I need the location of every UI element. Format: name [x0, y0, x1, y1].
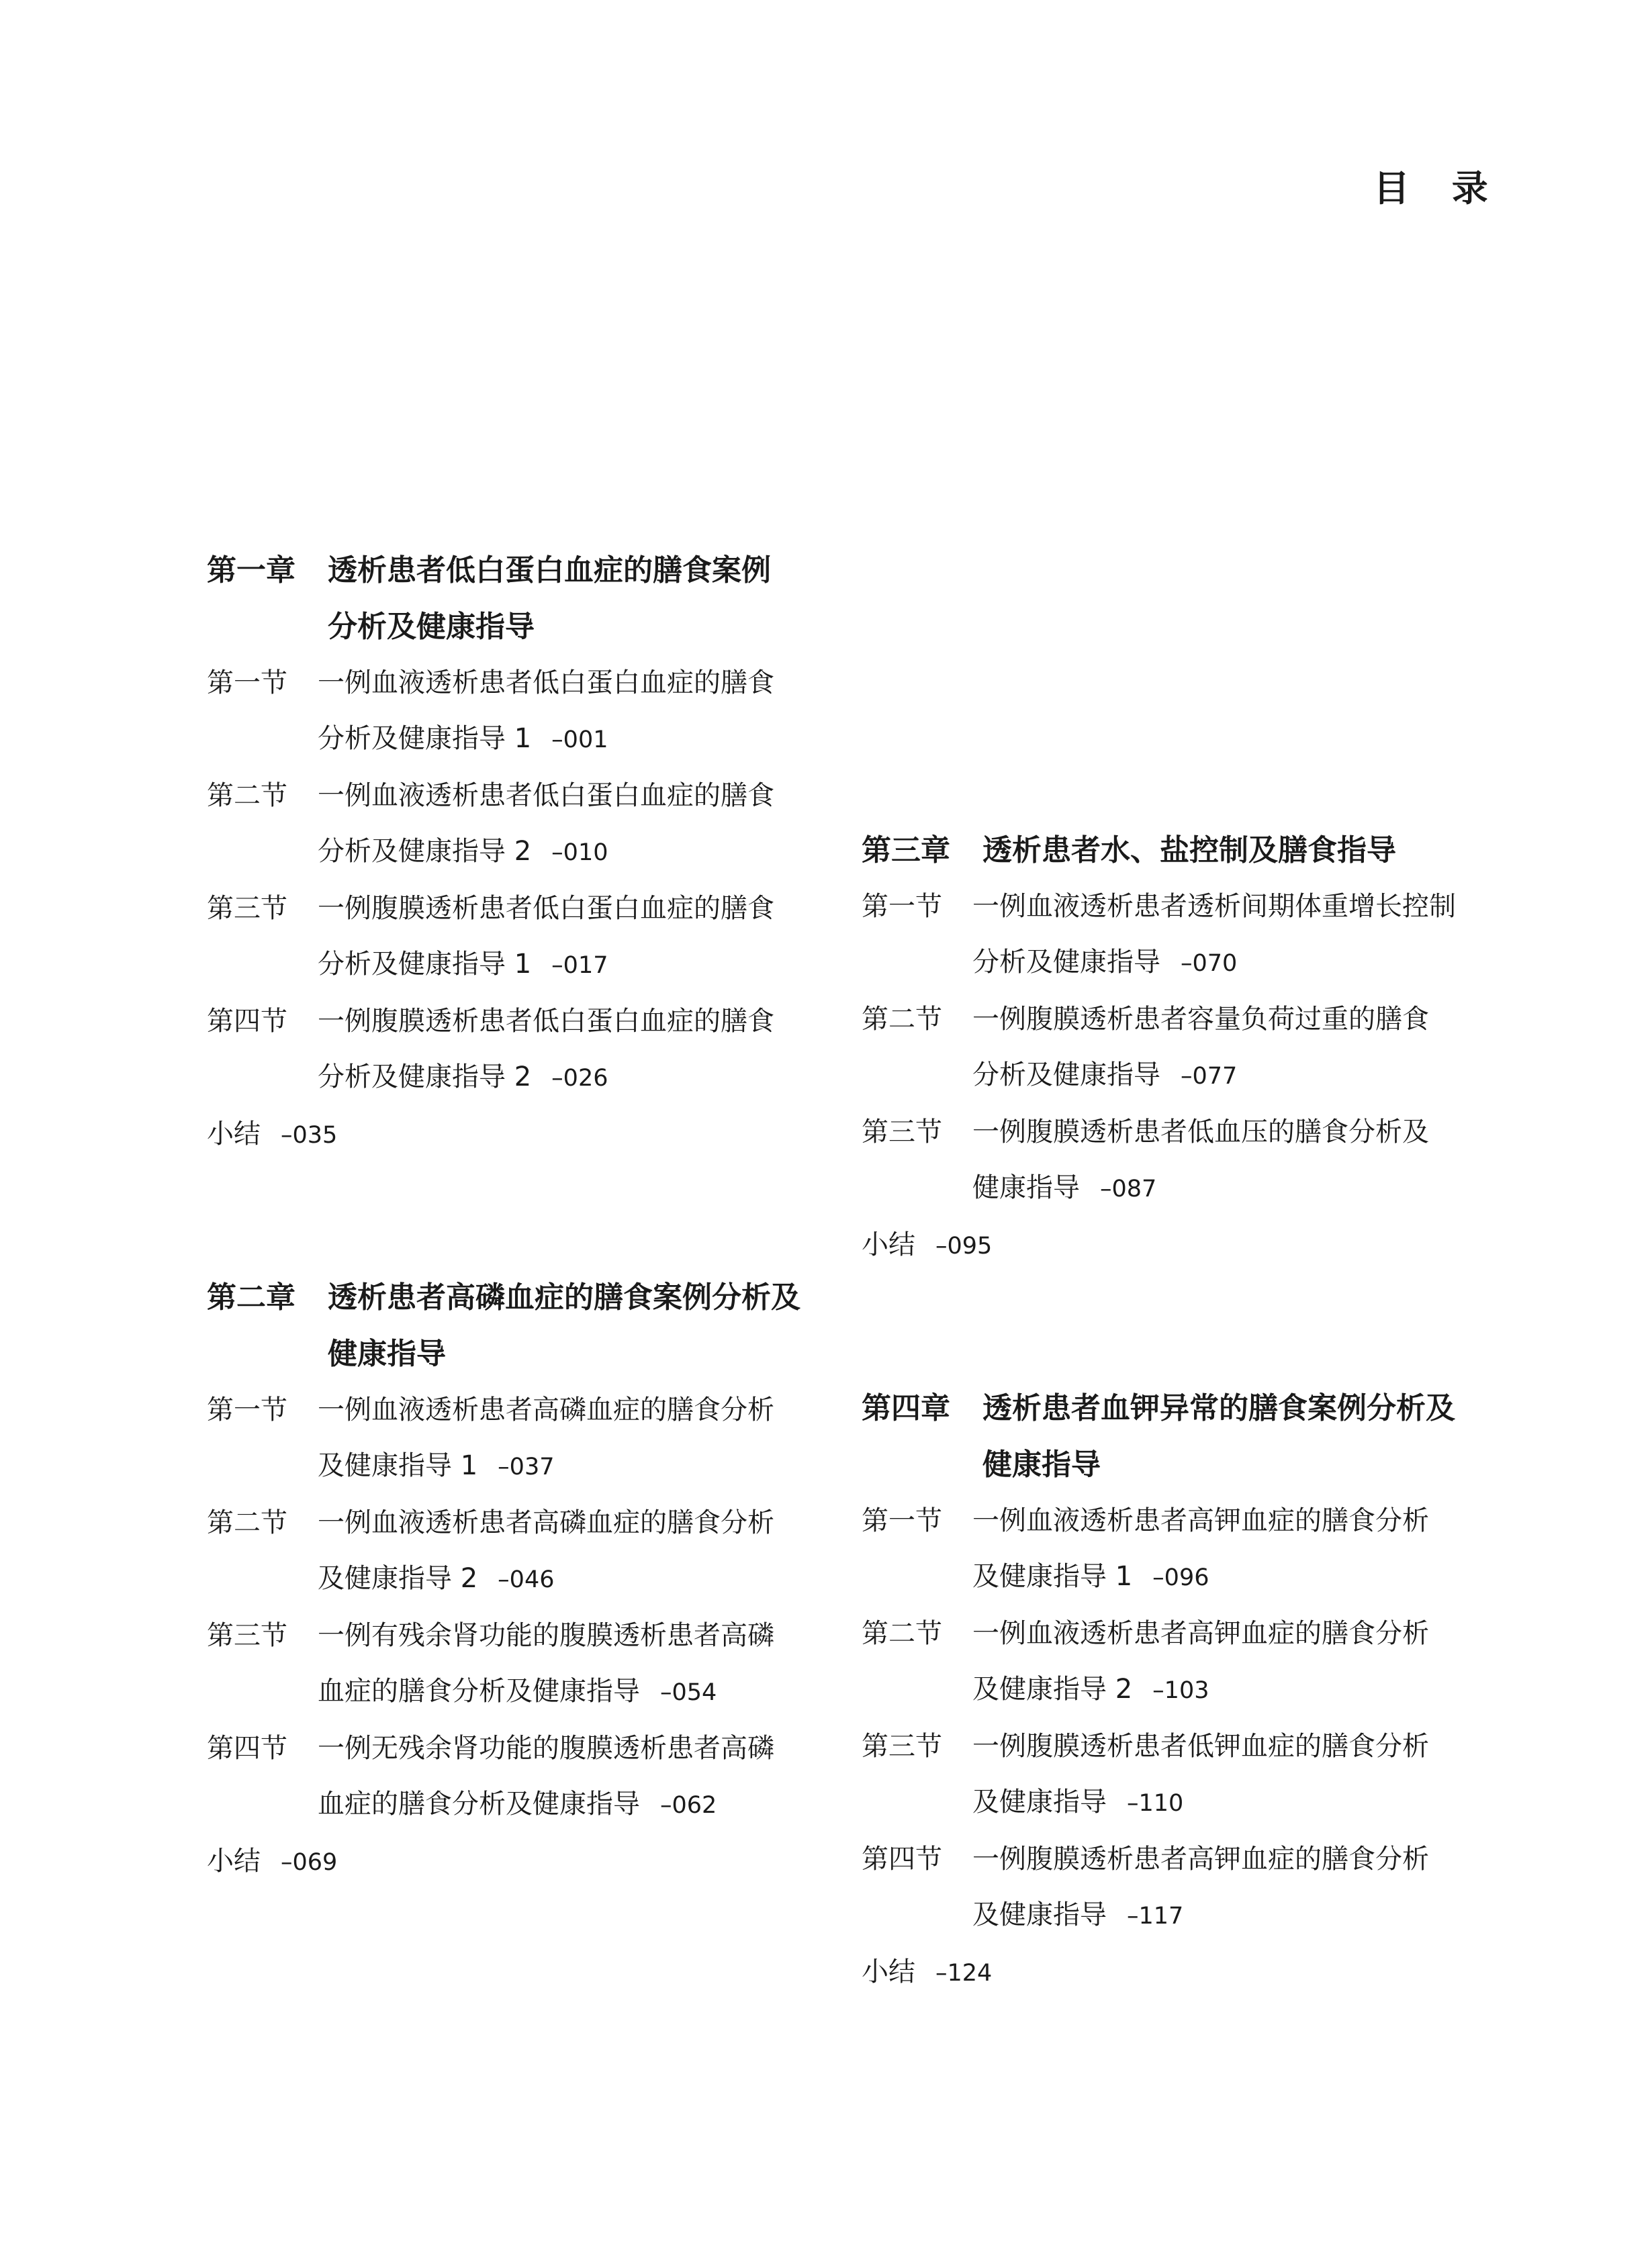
chapter-title: 透析患者水、盐控制及膳食指导	[982, 833, 1396, 867]
page-number: –046	[498, 1566, 555, 1593]
page-number: –087	[1100, 1176, 1157, 1202]
page-number: –069	[281, 1849, 338, 1876]
toc-entry[interactable]	[862, 1493, 1520, 1606]
toc-left-column	[207, 542, 865, 1891]
section-title: 一例有残余肾功能的腹膜透析患者高磷 血症的膳食分析及健康指导	[318, 1620, 774, 1707]
section-label: 第一节	[207, 1395, 287, 1425]
chapter-label: 第二章	[207, 1280, 295, 1315]
toc-entry[interactable]	[207, 768, 865, 881]
section-label: 第四节	[207, 1733, 287, 1764]
page-number: –096	[1152, 1564, 1209, 1591]
section-label: 第二节	[207, 1507, 287, 1538]
page-number: –077	[1181, 1063, 1238, 1090]
section-label: 第一节	[862, 891, 942, 922]
section-title: 一例血液透析患者低白蛋白血症的膳食 分析及健康指导 2	[318, 780, 774, 867]
section-label: 第三节	[862, 1731, 942, 1762]
page-number: –124	[935, 1960, 993, 1987]
chapter-title: 透析患者高磷血症的膳食案例分析及 健康指导	[328, 1280, 800, 1371]
section-title: 一例腹膜透析患者高钾血症的膳食分析 及健康指导	[972, 1844, 1429, 1930]
chapter-title: 透析患者血钾异常的膳食案例分析及 健康指导	[982, 1391, 1455, 1482]
page-number: –026	[551, 1065, 608, 1092]
section-label: 第四节	[207, 1006, 287, 1037]
chapter-label: 第四章	[862, 1391, 950, 1425]
page-number: –017	[551, 952, 608, 979]
section-label: 第一节	[862, 1505, 942, 1536]
toc-entry[interactable]	[207, 1721, 865, 1834]
toc-entry[interactable]	[207, 655, 865, 768]
toc-entry[interactable]	[862, 992, 1520, 1104]
section-title: 一例无残余肾功能的腹膜透析患者高磷 血症的膳食分析及健康指导	[318, 1733, 774, 1820]
chapter-2-heading[interactable]	[207, 1270, 865, 1382]
summary-label: 小结	[207, 1119, 261, 1149]
toc-entry[interactable]	[207, 994, 865, 1106]
summary-label: 小结	[862, 1956, 915, 1987]
section-label: 第二节	[862, 1004, 942, 1035]
chapter-1-heading[interactable]	[207, 542, 865, 655]
page-number: –103	[1152, 1677, 1209, 1704]
toc-summary[interactable]	[862, 1944, 1520, 2001]
section-label: 第三节	[207, 893, 287, 924]
toc-entry[interactable]	[862, 1832, 1520, 1944]
page-number: –001	[551, 726, 608, 753]
toc-summary[interactable]	[862, 1217, 1520, 1274]
section-title: 一例腹膜透析患者容量负荷过重的膳食 分析及健康指导	[972, 1004, 1429, 1090]
page-number: –095	[935, 1233, 993, 1260]
page-title: 目 录	[1373, 167, 1503, 209]
chapter-4-heading[interactable]	[862, 1380, 1520, 1493]
page-number: –054	[660, 1679, 717, 1706]
chapter-title: 透析患者低白蛋白血症的膳食案例 分析及健康指导	[328, 553, 771, 644]
toc-entry[interactable]	[207, 1495, 865, 1608]
section-label: 第三节	[862, 1117, 942, 1147]
toc-entry[interactable]	[207, 1608, 865, 1721]
page-number: –062	[660, 1792, 717, 1819]
chapter-spacer	[862, 1274, 1520, 1380]
page-number: –110	[1127, 1790, 1184, 1817]
section-label: 第四节	[862, 1844, 942, 1875]
section-title: 一例腹膜透析患者低血压的膳食分析及 健康指导	[972, 1117, 1429, 1203]
section-title: 一例血液透析患者透析间期体重增长控制 分析及健康指导	[972, 891, 1456, 978]
toc-entry[interactable]	[862, 1606, 1520, 1719]
page-number: –035	[281, 1122, 338, 1149]
chapter-3-heading[interactable]	[862, 822, 1520, 879]
section-title: 一例血液透析患者高钾血症的膳食分析 及健康指导 2	[972, 1618, 1429, 1705]
chapter-spacer	[207, 1164, 865, 1270]
section-title: 一例腹膜透析患者低钾血症的膳食分析 及健康指导	[972, 1731, 1429, 1817]
toc-right-column	[862, 822, 1520, 2001]
page-number: –010	[551, 839, 608, 866]
chapter-label: 第三章	[862, 833, 950, 867]
section-label: 第二节	[862, 1618, 942, 1649]
section-title: 一例血液透析患者高磷血症的膳食分析 及健康指导 2	[318, 1507, 774, 1594]
toc-summary[interactable]	[207, 1106, 865, 1164]
toc-entry[interactable]	[207, 881, 865, 994]
toc-entry[interactable]	[207, 1382, 865, 1495]
toc-entry[interactable]	[862, 879, 1520, 992]
section-label: 第三节	[207, 1620, 287, 1651]
page-number: –037	[498, 1454, 555, 1480]
summary-label: 小结	[862, 1229, 915, 1260]
section-label: 第二节	[207, 780, 287, 811]
summary-label: 小结	[207, 1846, 261, 1877]
chapter-label: 第一章	[207, 553, 295, 587]
section-label: 第一节	[207, 667, 287, 698]
section-title: 一例腹膜透析患者低白蛋白血症的膳食 分析及健康指导 1	[318, 893, 774, 980]
page-number: –117	[1127, 1903, 1184, 1930]
page-number: –070	[1181, 950, 1238, 977]
section-title: 一例血液透析患者高钾血症的膳食分析 及健康指导 1	[972, 1505, 1429, 1592]
section-title: 一例腹膜透析患者低白蛋白血症的膳食 分析及健康指导 2	[318, 1006, 774, 1092]
toc-entry[interactable]	[862, 1104, 1520, 1217]
toc-entry[interactable]	[862, 1719, 1520, 1832]
section-title: 一例血液透析患者高磷血症的膳食分析 及健康指导 1	[318, 1395, 774, 1481]
section-title: 一例血液透析患者低白蛋白血症的膳食 分析及健康指导 1	[318, 667, 774, 754]
toc-summary[interactable]	[207, 1834, 865, 1891]
